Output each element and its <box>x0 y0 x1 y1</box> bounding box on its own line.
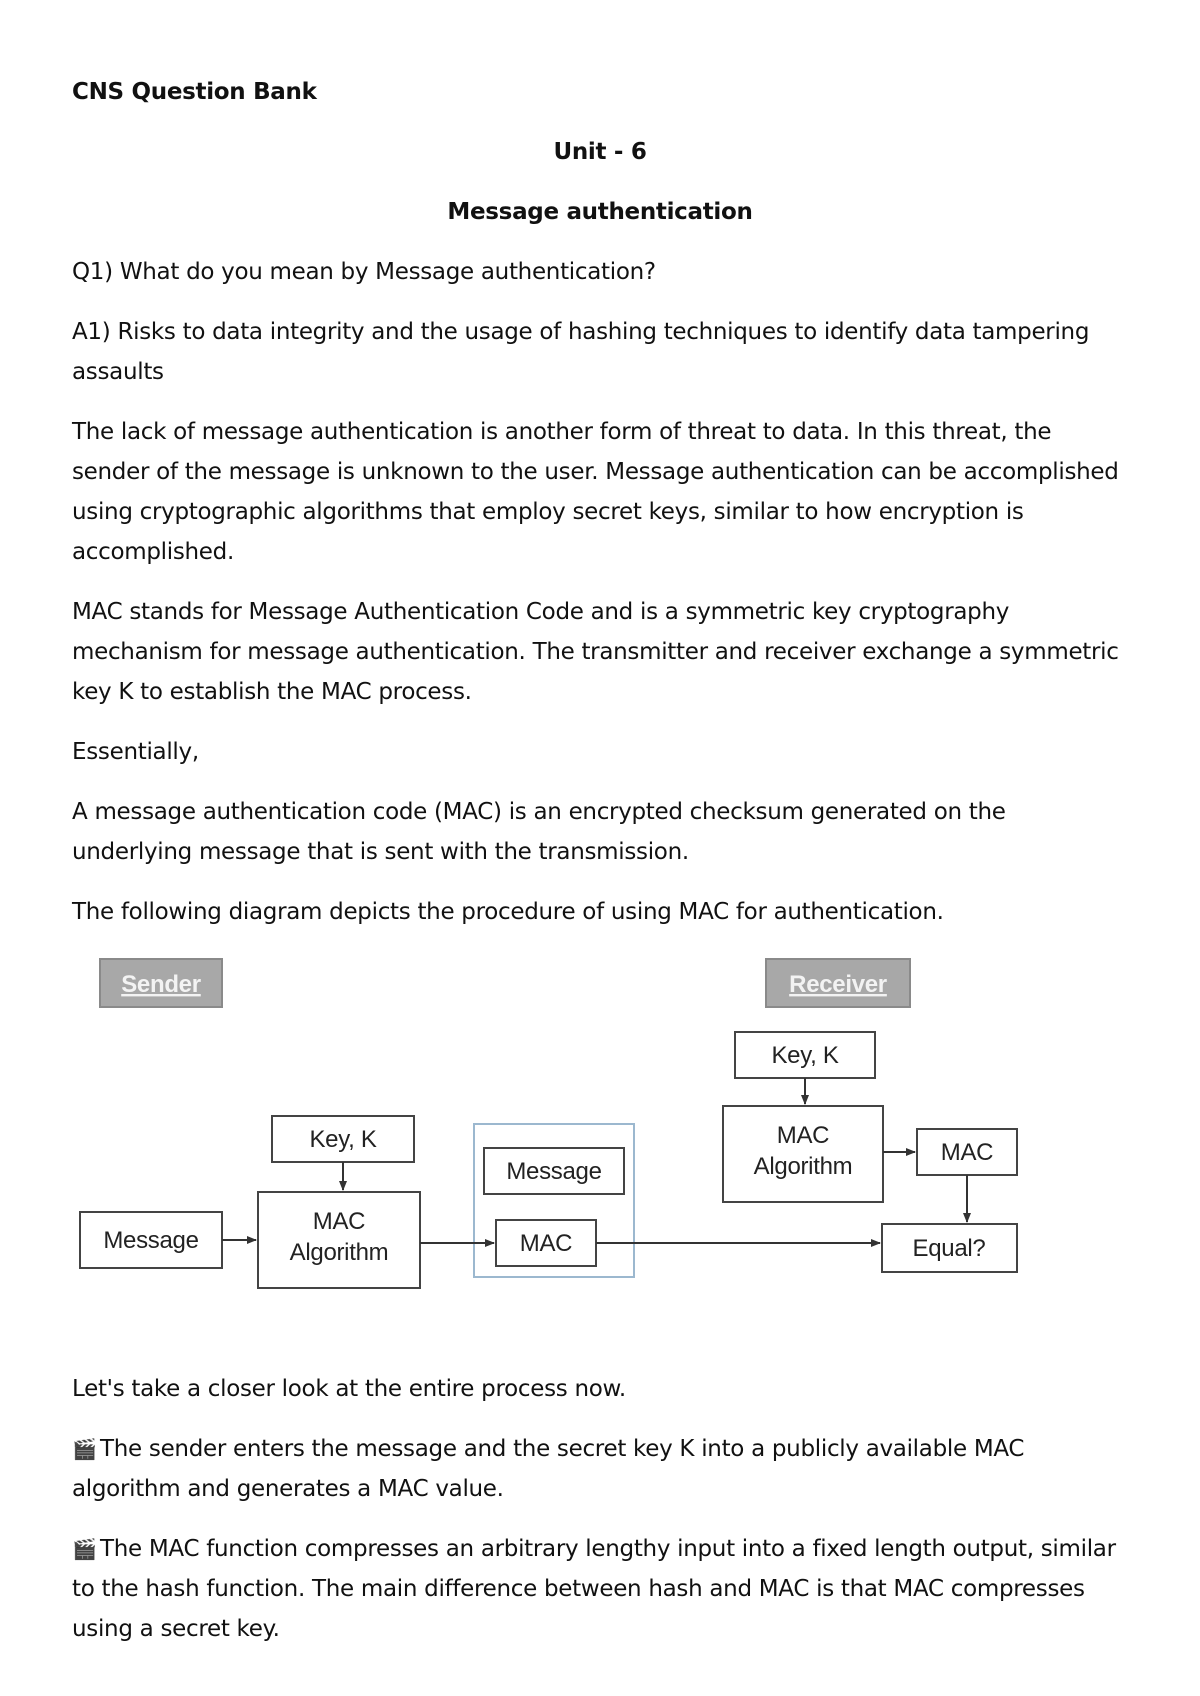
topic-heading: Message authentication <box>447 199 753 225</box>
receiver-header-label: Receiver <box>789 971 887 998</box>
closer-look-text: Let's take a closer look at the entire process now. <box>72 1376 626 1402</box>
mac-diagram-svg <box>72 952 1128 1357</box>
receiver-mac-label: MAC <box>940 1139 994 1166</box>
equal-label: Equal? <box>912 1235 986 1262</box>
sender-message-label: Message <box>103 1227 199 1254</box>
paragraph-mac-definition: MAC stands for Message Authentication Code and is a symmetric key cryptography mechanism for message authentication. The transmitter and receiver exchange a symmetric key K to establish the MAC process. <box>72 599 1119 705</box>
bullet-text-1: The sender enters the message and the secret key K into a publicly available MAC algorithm and generates a MAC value. <box>72 1436 1025 1502</box>
receiver-key-label: Key, K <box>771 1042 839 1069</box>
bullet-item-2 <box>72 1529 1128 1649</box>
packet-message-label: Message <box>506 1158 602 1185</box>
paragraph-threat: The lack of message authentication is another form of threat to data. In this threat, the sender of the message is unknown to the user. Message authentication can be accomplished using cryptographic algorithms that employ secret keys, similar to how encryption is accomplished. <box>72 419 1119 565</box>
sender-header-label: Sender <box>121 971 201 998</box>
sender-mac-algorithm-line2: Algorithm <box>289 1239 389 1266</box>
answer-intro: A1) Risks to data integrity and the usage of hashing techniques to identify data tampering assaults <box>72 319 1090 385</box>
question-text: Q1) What do you mean by Message authentication? <box>72 259 656 285</box>
paragraph-checksum: A message authentication code (MAC) is an encrypted checksum generated on the underlying message that is sent with the transmission. <box>72 799 1006 865</box>
receiver-mac-algorithm-line2: Algorithm <box>753 1153 853 1180</box>
clapperboard-icon: 🎬 <box>72 1437 97 1461</box>
sender-mac-algorithm-line1: MAC <box>312 1208 366 1235</box>
document-title: CNS Question Bank <box>72 79 317 105</box>
bullet-item-1 <box>72 1429 1128 1509</box>
clapperboard-icon: 🎬 <box>72 1537 97 1561</box>
bullet-text-2: The MAC function compresses an arbitrary lengthy input into a fixed length output, similar to the hash function. The main difference between hash and MAC is that MAC compresses using a secret key. <box>72 1536 1116 1642</box>
packet-mac-label: MAC <box>519 1230 573 1257</box>
document-page <box>72 72 1128 1669</box>
mac-diagram <box>72 952 1128 1357</box>
paragraph-essentially: Essentially, <box>72 739 199 765</box>
receiver-mac-algorithm-line1: MAC <box>776 1122 830 1149</box>
paragraph-diagram-intro: The following diagram depicts the procedure of using MAC for authentication. <box>72 899 944 925</box>
sender-key-label: Key, K <box>309 1126 377 1153</box>
unit-heading: Unit - 6 <box>553 139 647 165</box>
